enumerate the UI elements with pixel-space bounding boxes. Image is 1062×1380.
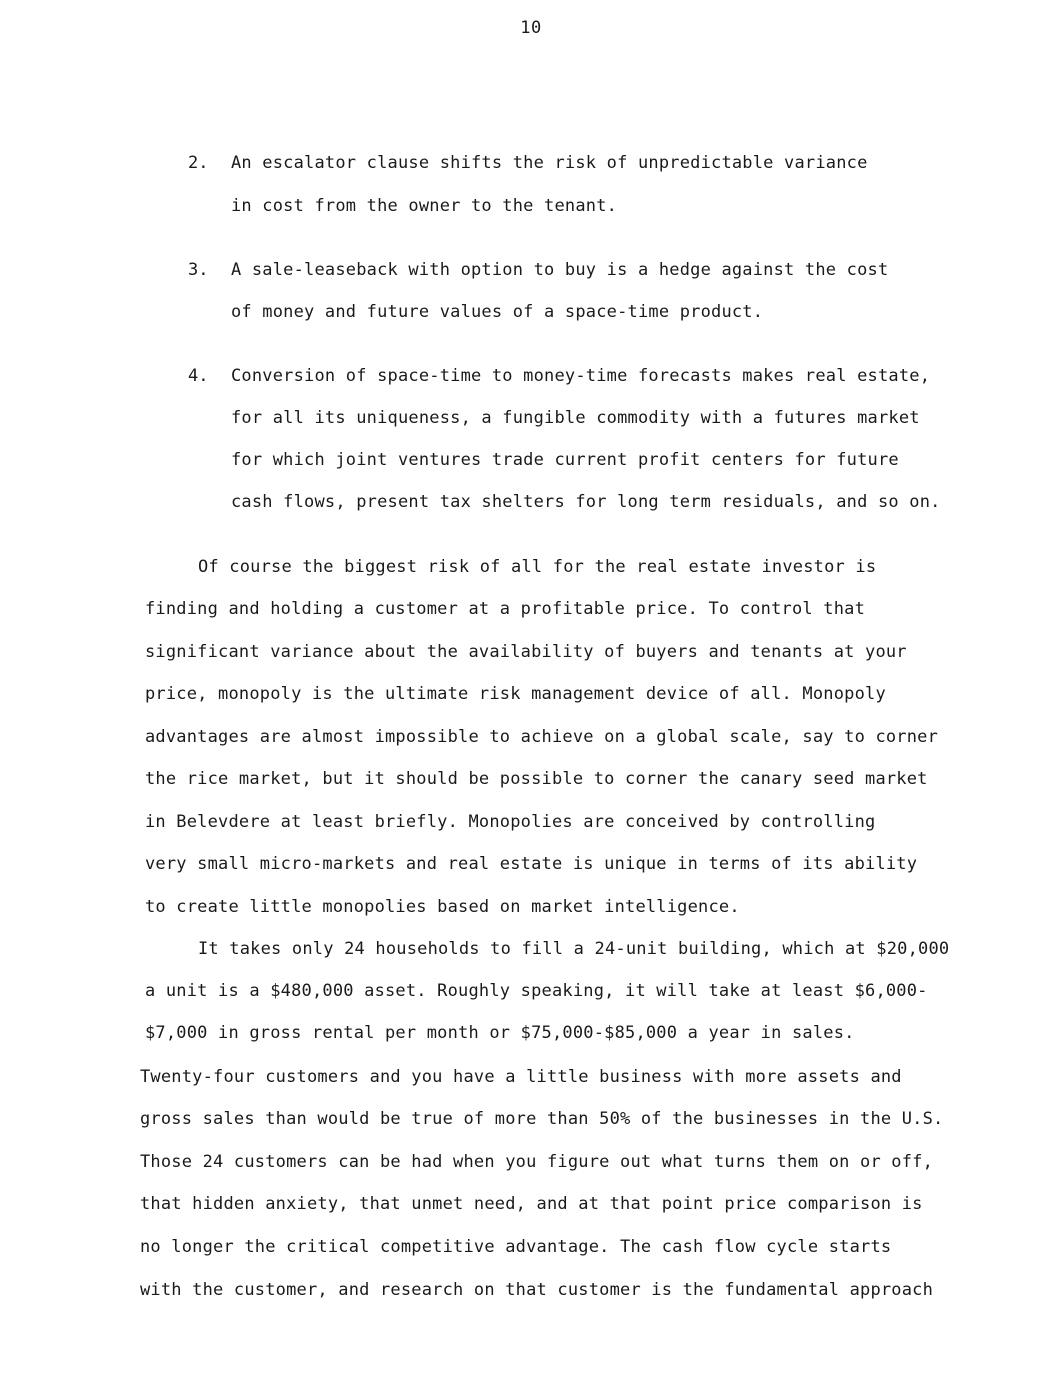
list-item-line: A sale-leaseback with option to buy is a hedge against the cost xyxy=(231,260,889,280)
list-item-line: of money and future values of a space-time product. xyxy=(231,302,764,322)
page-number: 10 xyxy=(520,18,542,38)
paragraph-line: to create little monopolies based on market intelligence. xyxy=(145,897,740,917)
paragraph-line: in Belevdere at least briefly. Monopolies are conceived by controlling xyxy=(145,812,876,832)
list-item-number: 4. xyxy=(188,366,209,386)
paragraph-line: the rice market, but it should be possible to corner the canary seed market xyxy=(145,769,928,789)
paragraph-line: no longer the critical competitive advantage. The cash flow cycle starts xyxy=(140,1237,892,1257)
paragraph-line: advantages are almost impossible to achieve on a global scale, say to corner xyxy=(145,727,939,747)
paragraph-line: $7,000 in gross rental per month or $75,000-$85,000 a year in sales. xyxy=(145,1023,855,1043)
paragraph-line: significant variance about the availability of buyers and tenants at your xyxy=(145,642,907,662)
list-item-line: for all its uniqueness, a fungible commodity with a futures market xyxy=(231,408,920,428)
list-item-line: cash flows, present tax shelters for long term residuals, and so on. xyxy=(231,492,941,512)
paragraph-line: Those 24 customers can be had when you figure out what turns them on or off, xyxy=(140,1152,934,1172)
paragraph-line: Twenty-four customers and you have a little business with more assets and xyxy=(140,1067,902,1087)
list-item-line: in cost from the owner to the tenant. xyxy=(231,196,618,216)
list-item-number: 3. xyxy=(188,260,209,280)
paragraph-line: with the customer, and research on that customer is the fundamental approach xyxy=(140,1280,934,1300)
paragraph-line: It takes only 24 households to fill a 24-unit building, which at $20,000 xyxy=(198,939,950,959)
paragraph-line: very small micro-markets and real estate is unique in terms of its ability xyxy=(145,854,918,874)
paragraph-line: that hidden anxiety, that unmet need, and at that point price comparison is xyxy=(140,1194,923,1214)
paragraph-line: gross sales than would be true of more than 50% of the businesses in the U.S. xyxy=(140,1109,944,1129)
list-item-line: An escalator clause shifts the risk of unpredictable variance xyxy=(231,153,868,173)
list-item-line: for which joint ventures trade current profit centers for future xyxy=(231,450,899,470)
paragraph-line: finding and holding a customer at a profitable price. To control that xyxy=(145,599,866,619)
list-item-line: Conversion of space-time to money-time forecasts makes real estate, xyxy=(231,366,931,386)
paragraph-line: Of course the biggest risk of all for the real estate investor is xyxy=(198,557,877,577)
paragraph-line: price, monopoly is the ultimate risk management device of all. Monopoly xyxy=(145,684,886,704)
list-item-number: 2. xyxy=(188,153,209,173)
paragraph-line: a unit is a $480,000 asset. Roughly speaking, it will take at least $6,000- xyxy=(145,981,928,1001)
